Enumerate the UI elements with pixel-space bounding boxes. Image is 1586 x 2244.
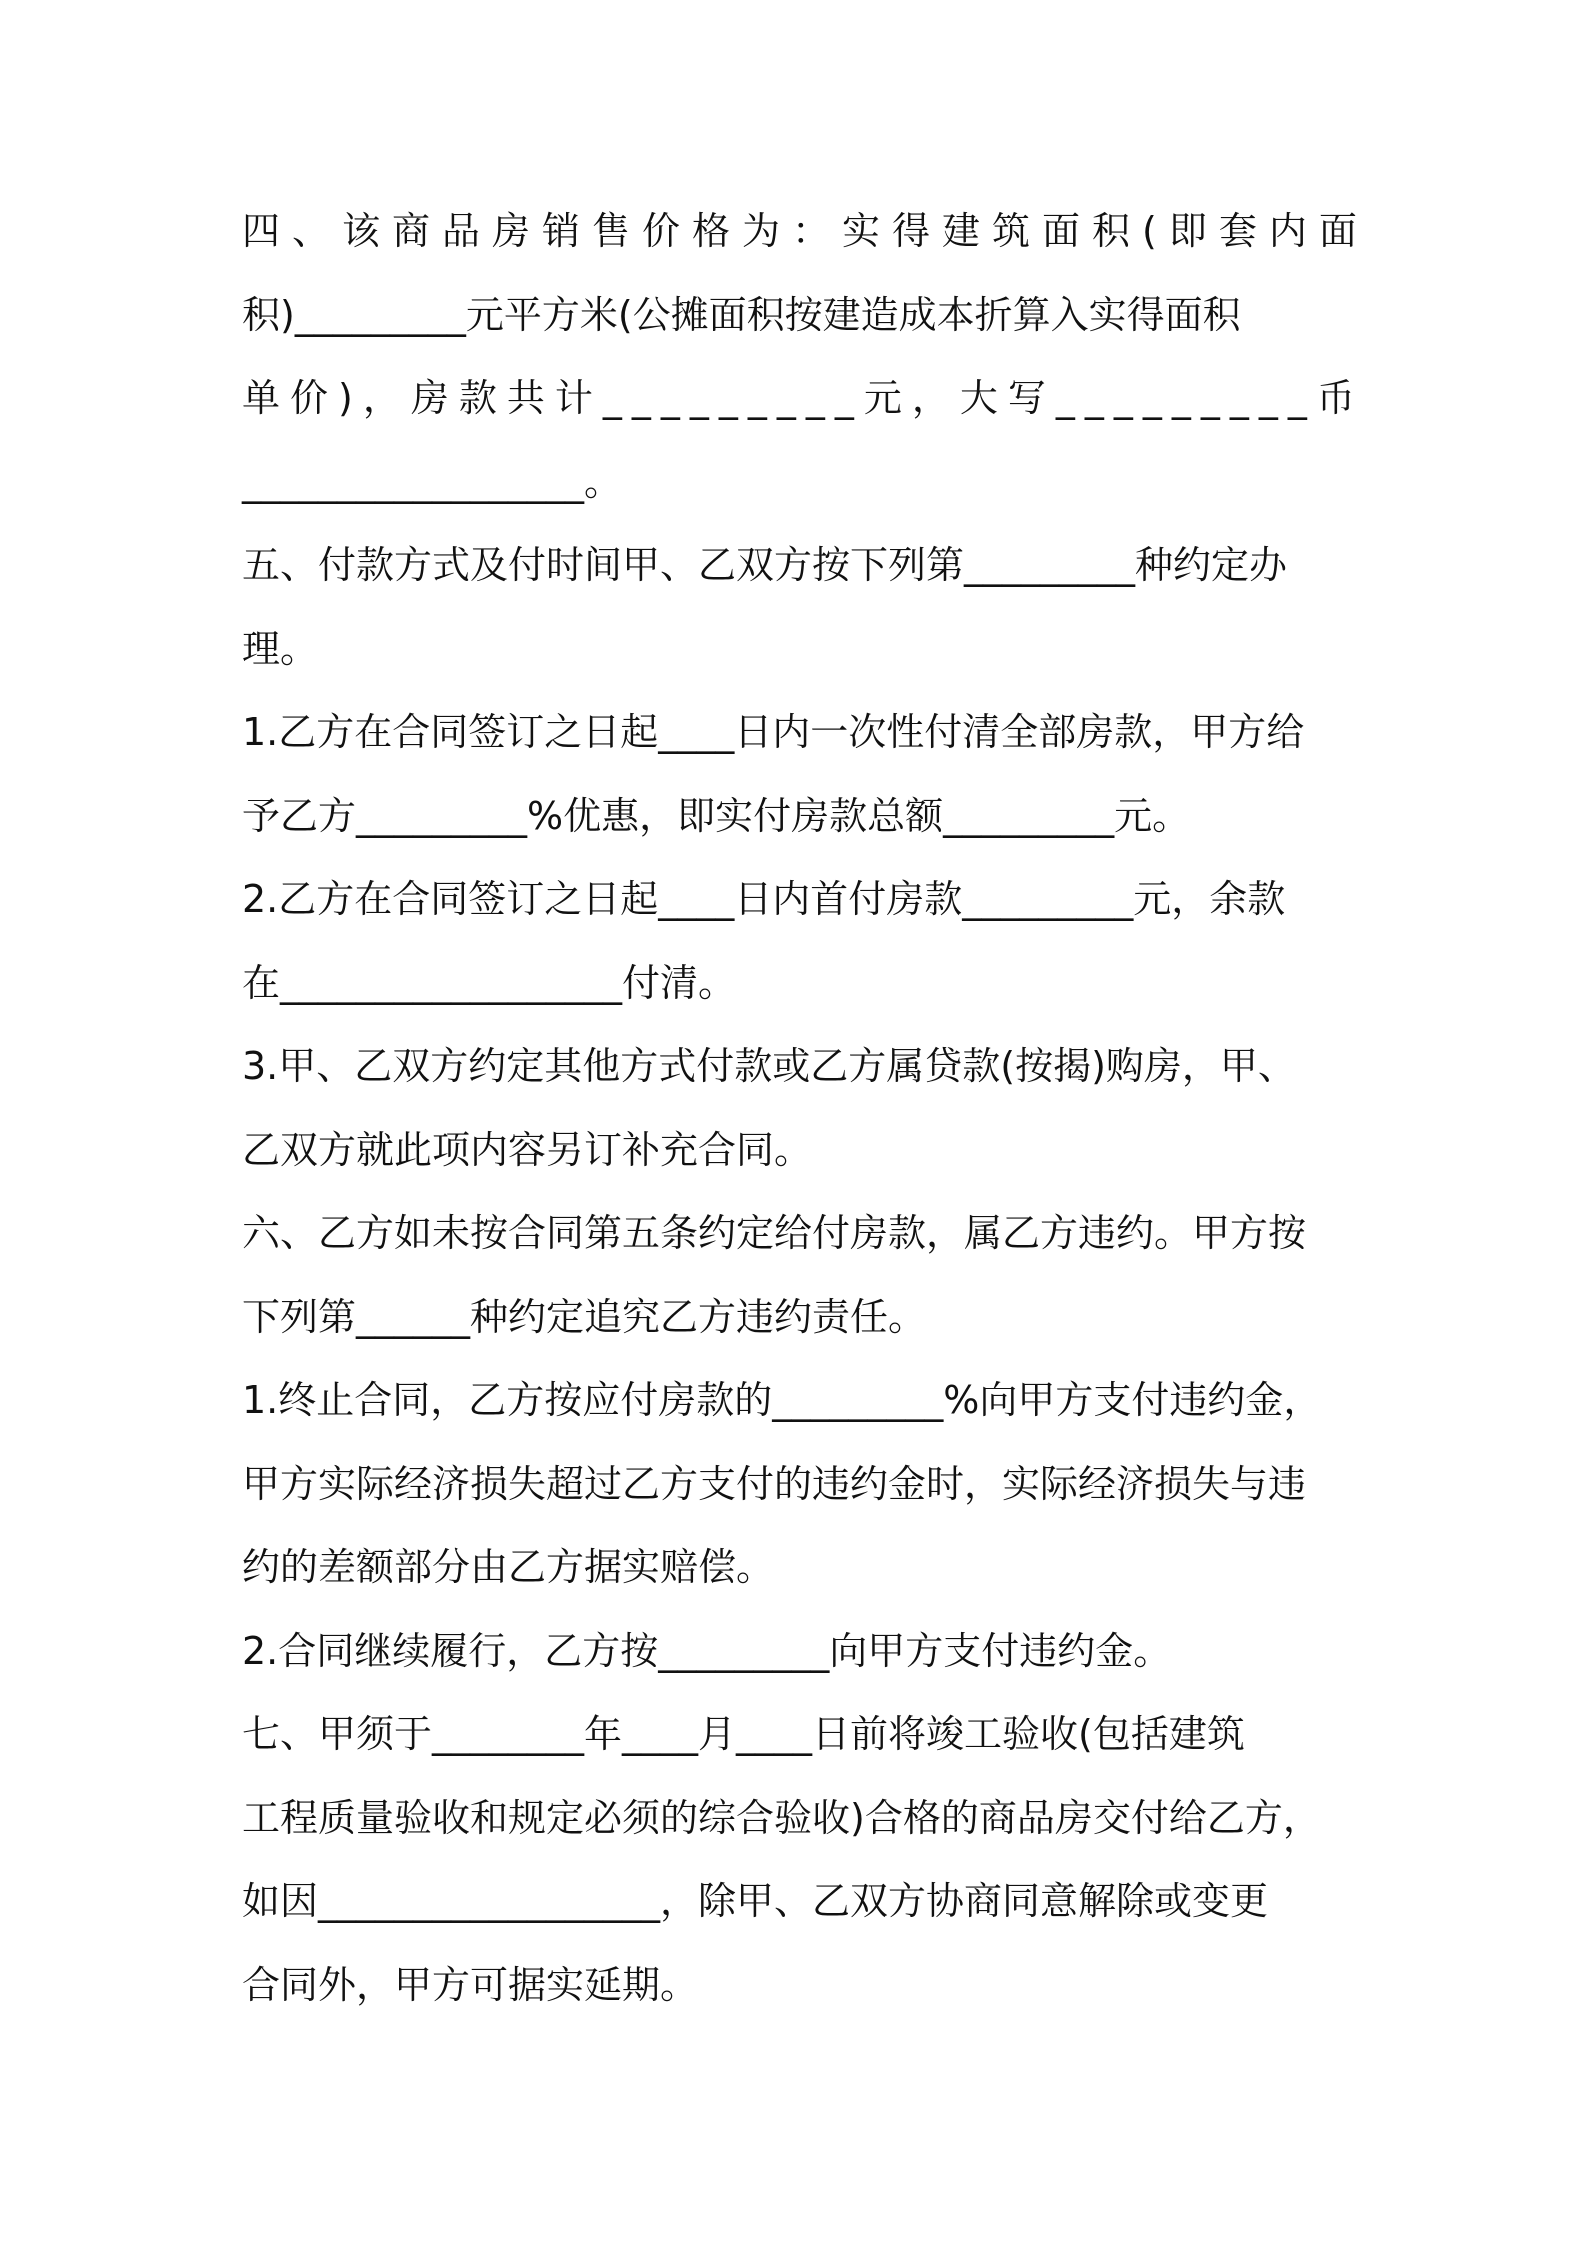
text-line: __________________。 (242, 459, 623, 504)
text-line: 1.乙方在合同签订之日起____日内一次性付清全部房款，甲方给 (242, 710, 1305, 754)
text-line: 理。 (242, 626, 319, 671)
text-line: 1.终止合同，乙方按应付房款的_________%向甲方支付违约金， (242, 1378, 1322, 1422)
text-line: 乙双方就此项内容另订补充合同。 (242, 1127, 813, 1172)
text-line: 如因__________________，除甲、乙双方协商同意解除或变更 (242, 1879, 1269, 1923)
text-line: 七、甲须于________年____月____日前将竣工验收(包括建筑 (242, 1712, 1245, 1756)
text-line: 2.乙方在合同签订之日起____日内首付房款_________元，余款 (242, 877, 1286, 921)
text-line: 五、付款方式及付时间甲、乙双方按下列第_________种约定办 (242, 543, 1288, 587)
text-line: 六、乙方如未按合同第五条约定给付房款，属乙方违约。甲方按 (242, 1211, 1307, 1255)
text-line: 工程质量验收和规定必须的综合验收)合格的商品房交付给乙方， (242, 1795, 1321, 1840)
text-line: 2.合同继续履行，乙方按_________向甲方支付违约金。 (242, 1628, 1172, 1673)
text-line: 合同外，甲方可据实延期。 (242, 1962, 699, 2007)
text-line: 单价)，房款共计_________元，大写_________币 (242, 376, 1365, 420)
contract-body (242, 190, 1372, 2027)
text-line: 在__________________付清。 (242, 960, 737, 1005)
text-line: 下列第______种约定追究乙方违约责任。 (242, 1294, 927, 1339)
text-line: 予乙方_________%优惠，即实付房款总额_________元。 (242, 793, 1191, 838)
text-line: 四、该商品房销售价格为：实得建筑面积(即套内面 (242, 209, 1369, 253)
text-line: 甲方实际经济损失超过乙方支付的违约金时，实际经济损失与违 (242, 1461, 1307, 1506)
text-line: 积)_________元平方米(公摊面积按建造成本折算入实得面积 (242, 292, 1241, 337)
text-line: 约的差额部分由乙方据实赔偿。 (242, 1545, 775, 1589)
text-line: 3.甲、乙双方约定其他方式付款或乙方属贷款(按揭)购房，甲、 (242, 1044, 1296, 1088)
